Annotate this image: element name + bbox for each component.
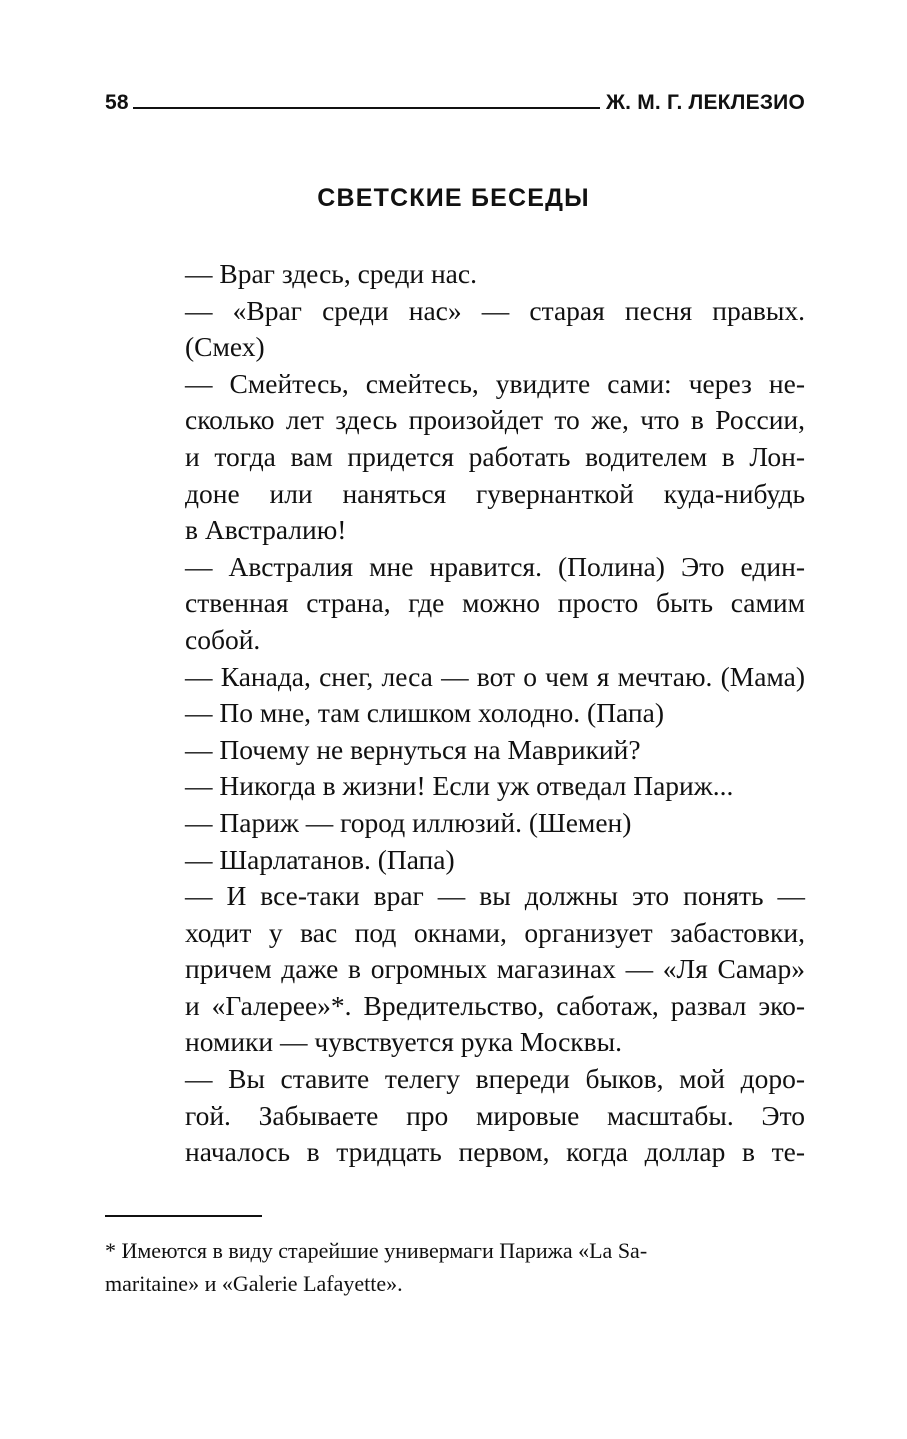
footnote <box>105 1234 805 1300</box>
text-line: — И все-таки враг — вы должны это понять — <box>185 880 805 912</box>
text-line: — Враг здесь, среди нас. <box>185 258 477 289</box>
footnote-rule <box>105 1215 262 1217</box>
text-line: собой. <box>185 623 261 655</box>
footnote-line: maritaine» и «Galerie Lafayette». <box>105 1271 403 1296</box>
running-author: Ж. М. Г. ЛЕКЛЕЗИО <box>605 91 805 114</box>
header-rule <box>133 107 600 109</box>
text-line: номики — чувствуется рука Москвы. <box>185 1026 623 1058</box>
text-line: сколько лет здесь произойдет то же, что в России, <box>185 404 805 436</box>
text-line: — «Враг среди нас» — старая песня правых. <box>185 294 805 326</box>
page-number: 58 <box>105 91 129 114</box>
text-line: — Австралия мне нравится. (Полина) Это един- <box>185 550 805 582</box>
text-line: гой. Забываете про мировые масштабы. Это <box>185 1099 805 1131</box>
text-line: — Канада, снег, леса — вот о чем я мечтаю. (Мама) <box>185 660 805 692</box>
text-line: и тогда вам придется работать водителем в Лон- <box>185 440 805 472</box>
text-line: ходит у вас под окнами, организует забастовки, <box>185 916 805 948</box>
text-line: (Смех) <box>185 331 265 363</box>
chapter-title: СВЕТСКИЕ БЕСЕДЫ <box>317 184 590 212</box>
text-line: — Почему не вернуться на Маврикий? <box>185 733 641 765</box>
text-line: в Австралию! <box>185 514 347 546</box>
text-line: доне или наняться гувернанткой куда-нибудь <box>185 477 805 509</box>
text-line: и «Галерее»*. Вредительство, саботаж, развал эко- <box>185 989 805 1021</box>
body-text <box>185 256 805 1171</box>
running-header <box>105 85 805 115</box>
text-line: — Смейтесь, смейтесь, увидите сами: через не- <box>185 367 805 399</box>
text-line: — Париж — город иллюзий. (Шемен) <box>185 806 632 838</box>
text-line: — Шарлатанов. (Папа) <box>185 843 455 875</box>
text-line: ственная страна, где можно просто быть самим <box>185 587 805 619</box>
text-line: началось в тридцать первом, когда доллар в те- <box>185 1136 805 1168</box>
footnote-line: * Имеются в виду старейшие универмаги Парижа «La Sa- <box>105 1238 648 1263</box>
text-line: — Вы ставите телегу впереди быков, мой доро- <box>185 1063 805 1095</box>
text-line: причем даже в огромных магазинах — «Ля Самар» <box>185 953 805 985</box>
text-line: — Никогда в жизни! Если уж отведал Париж... <box>185 770 734 802</box>
text-line: — По мне, там слишком холодно. (Папа) <box>185 697 664 729</box>
